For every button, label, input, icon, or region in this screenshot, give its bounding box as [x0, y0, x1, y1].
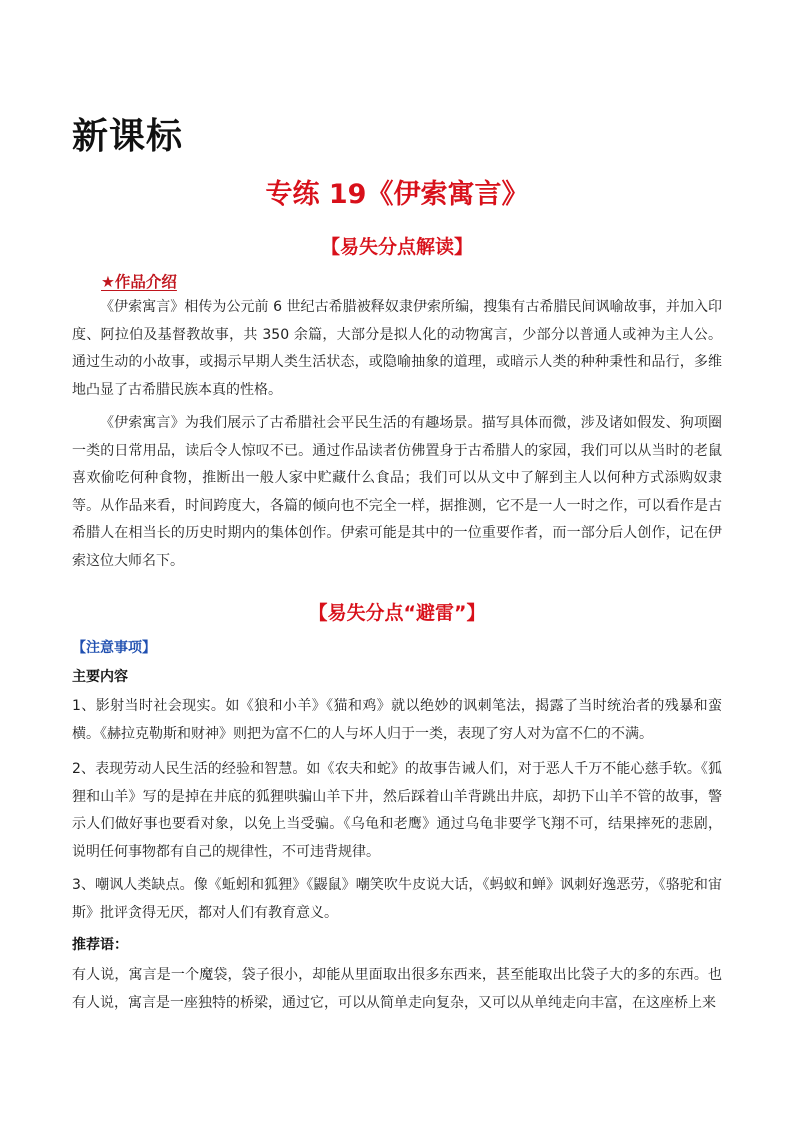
content-item: 2、表现劳动人民生活的经验和智慧。如《农夫和蛇》的故事告诫人们，对于恶人千万不能心慈手软。《狐狸和山羊》写的是掉在井底的狐狸哄骗山羊下井，然后踩着山羊背跳出井底，却扔下山羊不管的故事，警示人们做好事也要看对象，以免上当受骗。《乌龟和老鹰》通过乌龟非要学飞翔不可，结果摔死的悲剧，说明任何事物都有自己的规律性，不可违背规律。	[72, 761, 722, 860]
intro-paragraph: 《伊索寓言》相传为公元前 6 世纪古希腊被释奴隶伊索所编，搜集有古希腊民间讽喻故事，并加入印度、阿拉伯及基督教故事，共 350 余篇，大部分是拟人化的动物寓言，少部分以普通人或神为主人公。通过生动的小故事，或揭示早期人类生活状态，或隐喻抽象的道理，或暗示人类的种种秉性和品行，多维地凸显了古希腊民族本真的性格。	[72, 299, 722, 398]
recommendation-heading: 推荐语：	[72, 937, 128, 953]
brand-header: 新课标	[72, 116, 184, 157]
section-heading-interpretation: 【易失分点解读】	[320, 236, 473, 258]
content-item: 3、嘲讽人类缺点。像《蚯蚓和狐狸》《鼹鼠》嘲笑吹牛皮说大话，《蚂蚁和蝉》讽刺好逸恶劳，《骆驼和宙斯》批评贪得无厌，都对人们有教育意义。	[72, 877, 722, 921]
intro-paragraph: 《伊索寓言》为我们展示了古希腊社会平民生活的有趣场景。描写具体而微，涉及诸如假发、狗项圈一类的日常用品，读后令人惊叹不已。通过作品读者仿佛置身于古希腊人的家园，我们可以从当时的老鼠喜欢偷吃何种食物，推断出一般人家中贮藏什么食品；我们可以从文中了解到主人以何种方式添购奴隶等。从作品来看，时间跨度大，各篇的倾向也不完全一样，据推测，它不是一人一时之作，可以看作是古希腊人在相当长的历史时期内的集体创作。伊索可能是其中的一位重要作者，而一部分后人创作，记在伊索这位大师名下。	[72, 415, 722, 569]
recommendation-text: 有人说，寓言是一个魔袋，袋子很小，却能从里面取出很多东西来，甚至能取出比袋子大的多的东西。也有人说，寓言是一座独特的桥梁，通过它，可以从简单走向复杂，又可以从单纯走向丰富，在这座桥上来	[72, 967, 722, 1011]
notes-heading: 【注意事项】	[72, 640, 156, 656]
section-heading-avoid-pitfalls: 【易失分点“避雷”】	[308, 602, 486, 624]
main-content-heading: 主要内容	[72, 669, 128, 685]
work-intro-heading: ★作品介绍	[101, 273, 177, 291]
page-title: 专练 19《伊索寓言》	[265, 179, 529, 210]
content-item: 1、影射当时社会现实。如《狼和小羊》《猫和鸡》就以绝妙的讽刺笔法，揭露了当时统治者的残暴和蛮横。《赫拉克勒斯和财神》则把为富不仁的人与坏人归于一类，表现了穷人对为富不仁的不满。	[72, 698, 722, 742]
